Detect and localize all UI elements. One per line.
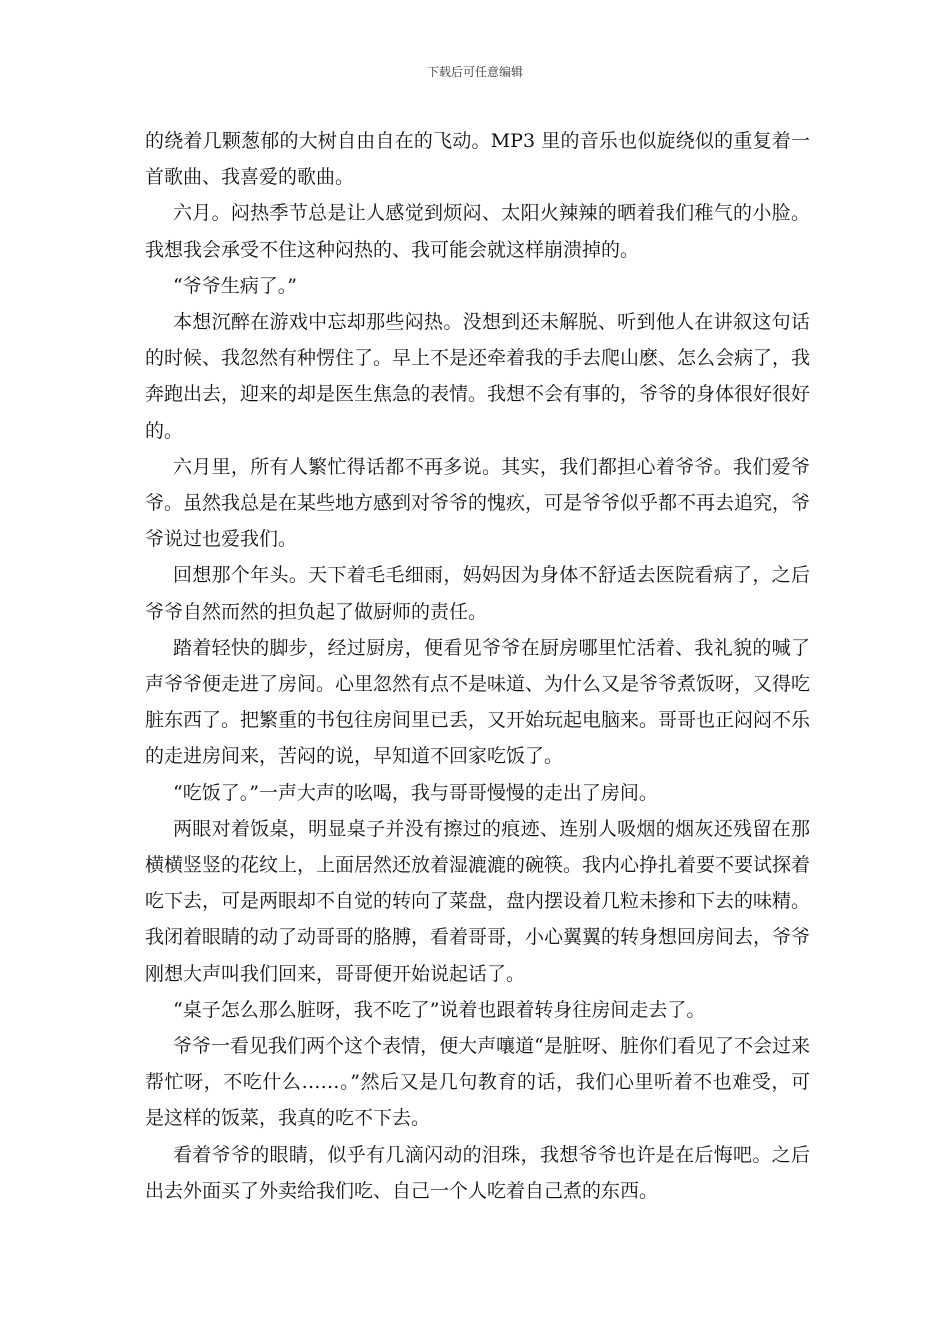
paragraph: “爷爷生病了。” [173, 274, 297, 297]
paragraph: 六月。闷热季节总是让人感觉到烦闷、太阳火辣辣的晒着我们稚气的小脸。我想我会承受不住这种闷热的、我可能会就这样崩溃掉的。 [145, 202, 810, 261]
paragraph: 爷爷一看见我们两个这个表情，便大声嚷道“是脏呀、脏你们看见了不会过来帮忙呀，不吃什么……。”然后又是几句教育的话，我们心里听着不也难受，可是这样的饭菜，我真的吃不下去。 [145, 1035, 810, 1130]
paragraph: 的绕着几颗葱郁的大树自由自在的飞动。MP3 里的音乐也似旋绕似的重复着一首歌曲、我喜爱的歌曲。 [145, 130, 810, 189]
paragraph: 看着爷爷的眼睛，似乎有几滴闪动的泪珠，我想爷爷也许是在后悔吧。之后出去外面买了外卖给我们吃、自己一个人吃着自己煮的东西。 [145, 1143, 810, 1202]
paragraph: 本想沉醉在游戏中忘却那些闷热。没想到还未解脱、听到他人在讲叙这句话的时候、我忽然有种愣住了。早上不是还牵着我的手去爬山麽、怎么会病了，我奔跑出去，迎来的却是医生焦急的表情。我想不会有事的，爷爷的身体很好很好的。 [145, 311, 811, 442]
paragraph: “吃饭了。”一声大声的吆喝，我与哥哥慢慢的走出了房间。 [173, 781, 658, 804]
paragraph: 踏着轻快的脚步，经过厨房，便看见爷爷在厨房哪里忙活着、我礼貌的喊了声爷爷便走进了房间。心里忽然有点不是味道、为什么又是爷爷煮饭呀，又得吃脏东西了。把繁重的书包往房间里已丢，又开始玩起电脑来。哥哥也正闷闷不乐的走进房间来，苦闷的说，早知道不回家吃饭了。 [145, 636, 811, 768]
paragraph: 六月里，所有人繁忙得话都不再多说。其实，我们都担心着爷爷。我们爱爷爷。虽然我总是在某些地方感到对爷爷的愧疚，可是爷爷似乎都不再去追究，爷爷说过也爱我们。 [145, 455, 811, 551]
page-header: 下载后可任意编辑 [426, 65, 523, 79]
paragraph: 两眼对着饭桌，明显桌子并没有擦过的痕迹、连别人吸烟的烟灰还残留在那横横竖竖的花纹上，上面居然还放着湿漉漉的碗筷。我内心挣扎着要不要试探着吃下去，可是两眼却不自觉的转向了菜盘，盘内摆设着几粒未掺和下去的味精。我闭着眼睛的动了动哥哥的胳膊，看着哥哥，小心翼翼的转身想回房间去，爷爷刚想大声叫我们回来，哥哥便开始说起话了。 [145, 817, 811, 985]
paragraph: “桌子怎么那么脏呀，我不吃了”说着也跟着转身往房间走去了。 [173, 998, 706, 1021]
document-body [145, 123, 810, 1209]
paragraph: 回想那个年头。天下着毛毛细雨，妈妈因为身体不舒适去医院看病了，之后爷爷自然而然的担负起了做厨师的责任。 [145, 564, 810, 623]
